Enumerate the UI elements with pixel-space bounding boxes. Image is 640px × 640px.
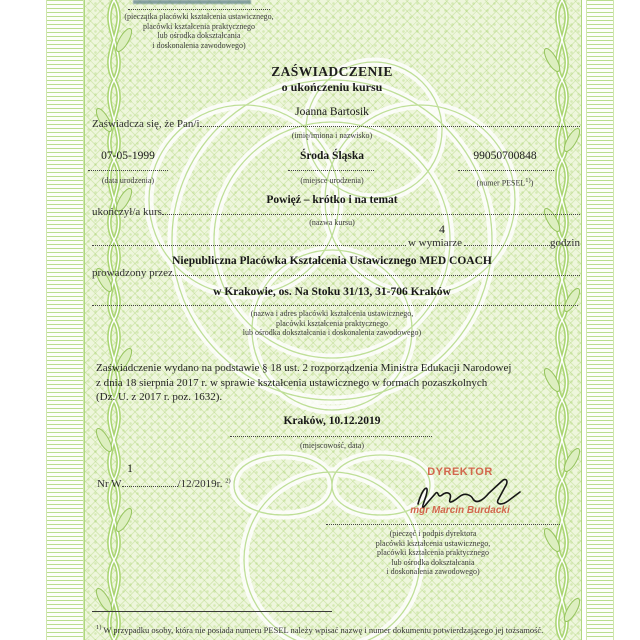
footnote-separator (92, 611, 332, 612)
birth-date-caption: (data urodzenia) (101, 176, 155, 185)
doc-number-filled: 1 (127, 463, 133, 475)
provider-caption-line: placówki kształcenia praktycznego (276, 318, 388, 328)
statement-fill-line (200, 126, 580, 127)
stamp-caption-line: placówki kształcenia praktycznego (143, 21, 255, 31)
legal-basis-line: z dnia 18 sierpnia 2017 r. w sprawie kształcenia ustawicznego w formach pozaszkolnych (96, 376, 488, 389)
birth-date-value: 07-05-1999 (101, 150, 155, 162)
provider-caption-line: lub ośrodka dokształcania i doskonalenia zawodowego) (242, 328, 422, 337)
provider-address: w Krakowie, os. Na Stoku 31/13, 31-706 Kraków (213, 286, 451, 298)
doc-number-fill-line (122, 477, 178, 487)
doc-number-prefix: Nr W (97, 478, 122, 490)
course-completed-label: ukończył/a kurs (92, 206, 162, 218)
duration-fill-line-left (92, 245, 406, 246)
doc-number-footnote-marker: 2) (225, 477, 231, 485)
document-title: ZAŚWIADCZENIE (271, 64, 393, 79)
left-border-hatch (46, 0, 84, 640)
legal-basis-line: (Dz. U. z 2017 r. poz. 1632). (96, 391, 223, 403)
course-name: Powięź – krótko i na temat (266, 194, 398, 206)
hours-unit-label: godzin (550, 237, 580, 249)
doc-number-suffix: /12/2019r. (177, 478, 223, 490)
person-name-caption: (imię/imiona i nazwisko) (291, 131, 373, 140)
director-caption-line: (pieczęć i podpis dyrektora (389, 529, 477, 538)
provider-row (92, 267, 580, 279)
duration-row (92, 237, 580, 249)
pesel-caption: (numer PESEL$^{1)}$) (476, 177, 534, 188)
provider-caption-line: (nazwa i adres placówki kształcenia ustawicznego, (250, 309, 414, 318)
provider-address-line (92, 297, 578, 306)
footnote-marker: 1) (96, 624, 102, 631)
legal-basis-line: Zaświadczenie wydano na podstawie § 18 ust. 2 rozporządzenia Ministra Edukacji Narodowej (96, 362, 512, 374)
person-name: Joanna Bartosik (295, 106, 369, 118)
birth-place-line (288, 162, 374, 171)
course-fill-line (162, 214, 580, 215)
director-name: mgr Marcin Burdacki (410, 505, 510, 516)
duration-label: w wymiarze (407, 237, 463, 249)
issue-caption: (miejscowość, data) (300, 441, 364, 450)
course-row (92, 206, 580, 218)
issue-line (230, 428, 432, 437)
birth-place-value: Środa Śląska (299, 150, 365, 162)
director-caption-line: placówki kształcenia ustawicznego, (375, 538, 491, 548)
pesel-line (458, 162, 554, 171)
director-caption-line: lub ośrodka dokształcania (391, 557, 475, 567)
birth-place-caption: (miejsce urodzenia) (300, 176, 364, 185)
issue-place-date: Kraków, 10.12.2019 (283, 415, 381, 427)
statement-label: Zaświadcza się, że Pan/i (92, 118, 200, 130)
pesel-footnote-marker: 1) (525, 177, 531, 184)
course-hours-value: 4 (439, 224, 445, 236)
right-border-hatch (586, 0, 614, 640)
director-stamp-caption (330, 529, 536, 577)
stamp-caption (106, 12, 292, 50)
stamp-dotted-line (128, 0, 270, 10)
pesel-value: 99050700848 (473, 150, 537, 162)
legal-basis-paragraph (96, 361, 548, 405)
document-subtitle: o ukończeniu kursu (281, 80, 383, 94)
course-name-caption: (nazwa kursu) (309, 218, 355, 227)
director-title: DYREKTOR (427, 466, 493, 478)
doc-number-row (97, 477, 231, 490)
statement-row (92, 118, 580, 130)
conducted-by-label: prowadzony przez (92, 267, 173, 279)
footnote (96, 624, 574, 635)
stamp-caption-line: (pieczątka placówki kształcenia ustawicznego, (124, 12, 274, 21)
director-caption-line: placówki kształcenia praktycznego (377, 548, 489, 557)
duration-fill-line-right (464, 245, 550, 246)
stamp-caption-line: lub ośrodka dokształcania (157, 31, 241, 40)
director-caption-line: i doskonalenia zawodowego) (386, 567, 480, 576)
footnote-text: W przypadku osoby, która nie posiada numeru PESEL należy wpisać nazwę i numer dokumentu potwierdzającego jej tożsamość. (103, 624, 544, 635)
provider-name: Niepubliczna Placówka Kształcenia Ustawicznego MED COACH (172, 255, 492, 267)
provider-caption (84, 309, 580, 338)
director-stamp-line (326, 516, 560, 525)
stamp-caption-line: i doskonalenia zawodowego) (152, 40, 246, 50)
birth-date-line (88, 162, 168, 171)
provider-fill-line (173, 275, 580, 276)
